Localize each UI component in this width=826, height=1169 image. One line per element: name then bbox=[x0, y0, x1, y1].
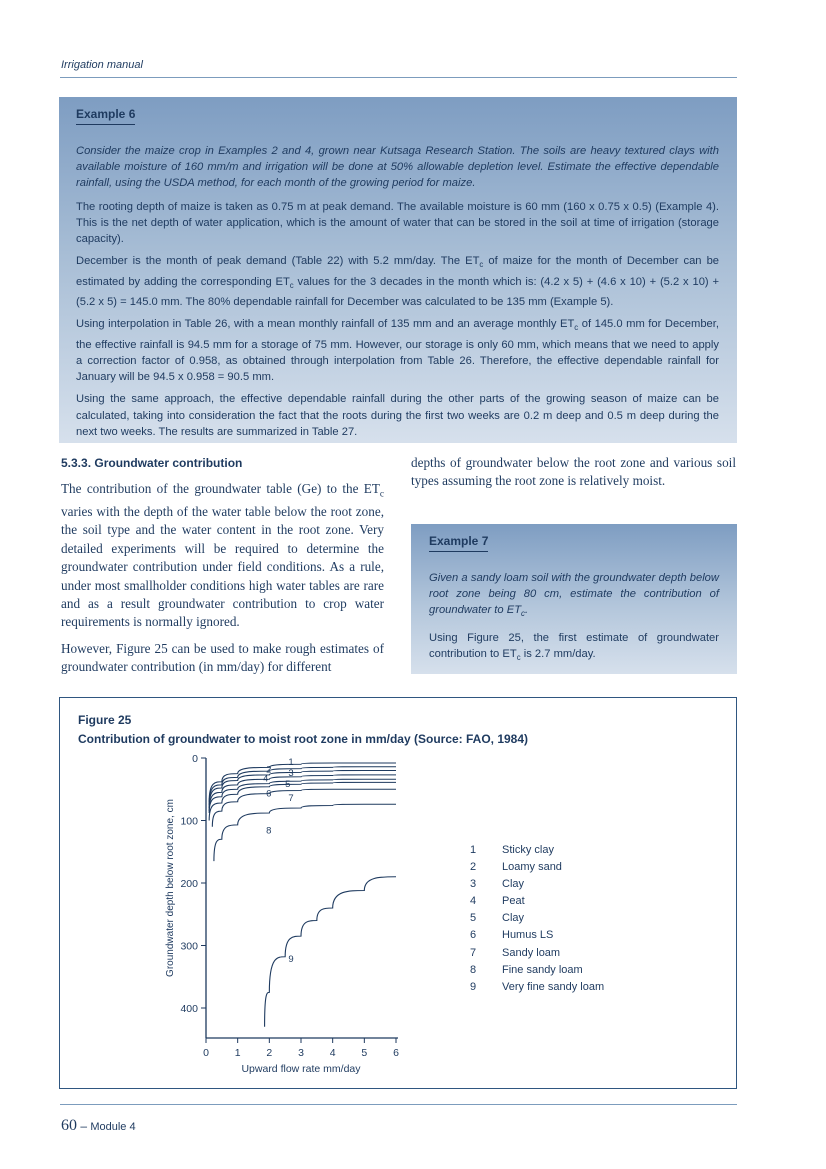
example-7-intro: Given a sandy loam soil with the groundwater depth below root zone being 80 cm, estimate the contribution of groundwater to $ET_c$. bbox=[429, 572, 719, 619]
x-tick-label: 6 bbox=[393, 1047, 399, 1059]
series-line bbox=[212, 789, 396, 827]
legend-item bbox=[470, 962, 604, 979]
y-tick-label: 0 bbox=[192, 753, 198, 765]
legend-item bbox=[470, 842, 604, 859]
series-label: 5 bbox=[285, 779, 291, 790]
legend-item bbox=[470, 945, 604, 962]
example-7-title: Example 7 bbox=[429, 534, 488, 552]
example-7-paragraph: Using Figure 25, the first estimate of groundwater contribution to $ET_c$ is 2.7 mm/day. bbox=[429, 631, 719, 663]
page-footer bbox=[61, 1117, 136, 1135]
example-6-paragraph: December is the month of peak demand (Table 22) with 5.2 mm/day. The $ET_c$ of maize for the month of December can be estimated by adding the corresponding $ET_c$ values for the 3 decades in the month which is: (4.2 x 5) + (4.6 x 10) + (5.2 x 10) + (5.2 x 5) = 145.0 mm. The 80% dependable rainfall for December was calculated to be 135 mm (Example 5). bbox=[76, 255, 720, 309]
legend-number: 4 bbox=[470, 895, 477, 908]
example-6-paragraph: Using interpolation in Table 26, with a mean monthly rainfall of 135 mm and an average monthly $ET_c$ of 145.0 mm for December, the effective rainfall is 94.5 mm for a storage of 75 mm. However, our storage is only 60 mm, which means that we need to apply a correction factor of 0.958, as obtained through interpolation from Table 26. Therefore, the effective dependable rainfall for January will be 94.5 x 0.958 = 90.5 mm. bbox=[76, 318, 719, 384]
footer-separator: – bbox=[77, 1119, 91, 1133]
example-6-box bbox=[59, 97, 737, 443]
legend-label: Humus LS bbox=[502, 929, 554, 942]
legend-number: 1 bbox=[470, 844, 477, 856]
legend-label: Fine sandy loam bbox=[502, 963, 583, 976]
x-tick-label: 1 bbox=[234, 1047, 241, 1059]
series-line bbox=[265, 877, 396, 1027]
example-6-paragraph: The rooting depth of maize is taken as 0.75 m at peak demand. The available moisture is 60 mm (160 x 0.75 x 0.5) (Example 4). This is the net depth of water application, which is the amount of water that can be stored in the soil at time of irrigation (storage capacity). bbox=[76, 200, 719, 246]
x-tick-label: 2 bbox=[266, 1047, 273, 1059]
module-label: Module 4 bbox=[90, 1121, 136, 1133]
x-tick-label: 0 bbox=[203, 1047, 209, 1059]
y-tick-label: 300 bbox=[180, 940, 198, 953]
legend-label: Loamy sand bbox=[502, 861, 562, 874]
x-tick-label: 3 bbox=[298, 1047, 304, 1059]
legend-number: 6 bbox=[470, 929, 477, 942]
legend-number: 3 bbox=[470, 878, 477, 891]
example-6-body bbox=[76, 143, 719, 446]
page-number: 60 bbox=[61, 1117, 77, 1134]
legend-label: Very fine sandy loam bbox=[502, 980, 605, 993]
section-heading: 5.3.3. Groundwater contribution bbox=[61, 456, 243, 470]
series-label: 8 bbox=[266, 825, 272, 837]
y-tick-label: 200 bbox=[180, 878, 198, 890]
example-7-body bbox=[429, 570, 719, 672]
legend-label: Clay bbox=[502, 912, 525, 925]
right-column-text bbox=[411, 454, 736, 491]
series-label: 7 bbox=[288, 792, 294, 804]
figure-title: Contribution of groundwater to moist root zone in mm/day (Source: FAO, 1984) bbox=[78, 732, 529, 746]
legend-item bbox=[470, 859, 604, 876]
legend-label: Sticky clay bbox=[502, 844, 554, 856]
x-tick-label: 5 bbox=[361, 1047, 368, 1059]
example-6-paragraph: Using the same approach, the effective dependable rainfall during the other parts of the growing season of maize can be calculated, taking into consideration the fact that the roots during the first two weeks are 0.2 m deep and 0.5 m deep during the next two weeks. The results are summarized in Table 27. bbox=[76, 393, 719, 438]
legend-item bbox=[470, 876, 604, 893]
y-tick-label: 100 bbox=[180, 815, 198, 828]
x-tick-label: 4 bbox=[329, 1047, 336, 1059]
groundwater-chart bbox=[150, 748, 420, 1088]
legend-label: Sandy loam bbox=[502, 946, 561, 959]
x-axis-label: Upward flow rate mm/day bbox=[241, 1063, 361, 1075]
legend-number: 5 bbox=[470, 912, 477, 925]
legend-number: 9 bbox=[470, 980, 477, 993]
series-label: 9 bbox=[288, 954, 294, 965]
figure-label: Figure 25 bbox=[78, 713, 132, 727]
y-axis-label: Groundwater depth below root zone, cm bbox=[165, 799, 176, 977]
body-paragraph: The contribution of the groundwater table (Ge) to the $ET_c$ varies with the depth of the water table below the root zone, the soil type and the water content in the root zone. Very detailed experiments will be required to determine the groundwater contribution under field conditions. As a rule, under most smallholder conditions high water tables are rare and as a result groundwater contribution to crop water requirements is normally ignored. bbox=[61, 481, 384, 630]
legend-item bbox=[470, 910, 604, 927]
example-6-title: Example 6 bbox=[76, 107, 135, 125]
running-header: Irrigation manual bbox=[61, 59, 143, 71]
series-label: 1 bbox=[288, 757, 294, 769]
series-line bbox=[209, 764, 396, 805]
series-label: 3 bbox=[288, 767, 294, 779]
legend-number: 7 bbox=[470, 946, 477, 959]
legend-item bbox=[470, 893, 604, 910]
series-line bbox=[214, 804, 396, 861]
series-label: 4 bbox=[263, 773, 269, 785]
left-column bbox=[61, 480, 384, 685]
footer-rule bbox=[60, 1104, 737, 1105]
series-label: 6 bbox=[266, 788, 272, 800]
body-paragraph-continued: depths of groundwater below the root zone and various soil types assuming the root zone is relatively moist. bbox=[411, 455, 736, 489]
legend-item bbox=[470, 927, 604, 944]
body-paragraph: However, Figure 25 can be used to make rough estimates of groundwater contribution (in mm/day) for different bbox=[61, 640, 384, 675]
series-label: 2 bbox=[266, 764, 272, 776]
y-tick-label: 400 bbox=[180, 1003, 198, 1015]
figure-legend bbox=[470, 842, 604, 996]
legend-label: Peat bbox=[502, 895, 525, 908]
legend-number: 8 bbox=[470, 963, 477, 976]
example-6-intro: Consider the maize crop in Examples 2 and 4, grown near Kutsaga Research Station. The soils are heavy textured clays with available moisture of 160 mm/m and irrigation will be done at 50% allowable depletion level. Estimate the effective dependable rainfall, using the USDA method, for each month of the growing period for maize. bbox=[76, 145, 719, 190]
legend-label: Clay bbox=[502, 878, 525, 891]
legend-item bbox=[470, 979, 604, 996]
example-7-box bbox=[411, 524, 737, 674]
header-rule bbox=[60, 77, 737, 78]
legend-number: 2 bbox=[470, 861, 477, 874]
